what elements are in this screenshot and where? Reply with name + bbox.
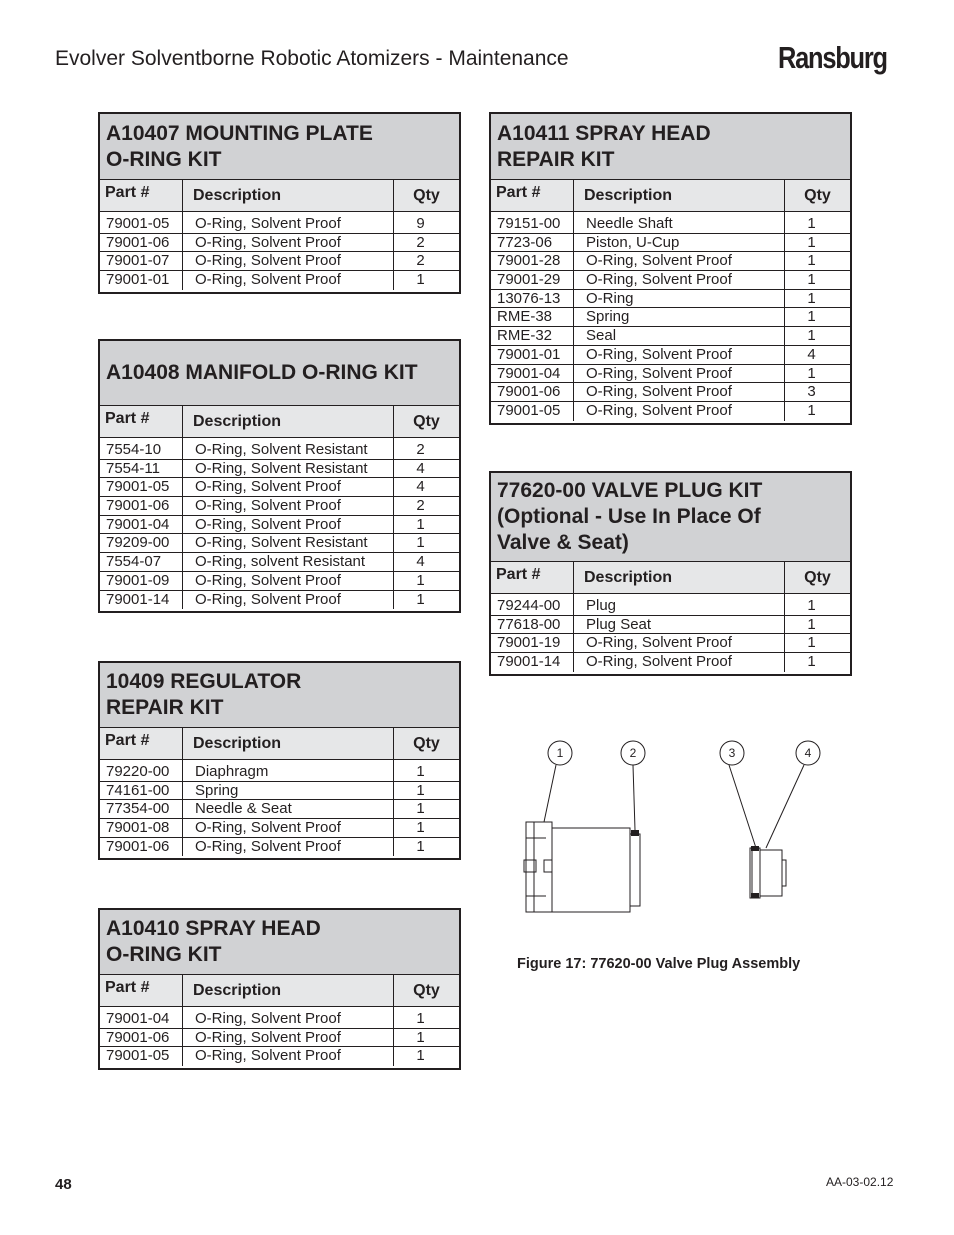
- figure-caption: Figure 17: 77620-00 Valve Plug Assembly: [517, 956, 801, 972]
- cell-part-number: 79209-00: [100, 534, 183, 552]
- cell-part-number: 7554-11: [100, 460, 183, 478]
- cell-description: O-Ring, Solvent Proof: [183, 1047, 394, 1066]
- table-row: [100, 460, 459, 479]
- kit-table: [98, 908, 461, 1070]
- cell-description: O-Ring, Solvent Proof: [183, 819, 394, 837]
- cell-part-number: 79001-05: [100, 478, 183, 496]
- table-row: [491, 383, 850, 402]
- column-header-part: Part #: [491, 180, 574, 211]
- table-row: [491, 616, 850, 635]
- cell-qty: 2: [416, 233, 425, 251]
- kit-title-line: O-RING KIT: [106, 943, 222, 966]
- cell-qty: 1: [807, 401, 816, 419]
- cell-qty: 4: [416, 478, 425, 496]
- cell-description: Plug: [574, 597, 785, 615]
- kit-title-line: REPAIR KIT: [497, 147, 615, 171]
- cell-part-number: 79220-00: [100, 763, 183, 781]
- kit-title-line: A10408 MANIFOLD O-RING KIT: [106, 361, 418, 384]
- kit-table: [98, 339, 461, 613]
- cell-part-number: 7723-06: [491, 234, 574, 252]
- cell-part-number: 79001-07: [100, 252, 183, 270]
- cell-description: Diaphragm: [183, 763, 394, 781]
- cell-part-number: 79151-00: [491, 215, 574, 233]
- kit-title: [491, 473, 850, 562]
- cell-description: O-Ring, Solvent Proof: [183, 215, 394, 233]
- cell-part-number: 79001-06: [100, 1029, 183, 1047]
- cell-description: O-Ring, Solvent Proof: [183, 1029, 394, 1047]
- cell-qty: 1: [416, 515, 425, 533]
- table-row: [100, 591, 459, 610]
- table-row: [100, 1010, 459, 1029]
- cell-part-number: 79001-01: [491, 346, 574, 364]
- cell-part-number: 79001-09: [100, 572, 183, 590]
- cell-qty: 1: [416, 1028, 425, 1046]
- cell-part-number: 79001-01: [100, 271, 183, 290]
- kit-column-header: [100, 975, 459, 1007]
- cell-description: O-Ring, Solvent Proof: [183, 497, 394, 515]
- kit-title: [100, 341, 459, 406]
- column-header-description: Description: [574, 180, 785, 211]
- cell-description: O-Ring, Solvent Proof: [574, 653, 785, 672]
- cell-description: O-Ring, Solvent Proof: [574, 383, 785, 401]
- cell-qty: 1: [807, 215, 816, 232]
- callout-2: 2: [629, 746, 637, 760]
- page-number: 48: [55, 1176, 72, 1193]
- kit-title: [100, 910, 459, 975]
- cell-description: O-Ring, Solvent Proof: [183, 271, 394, 290]
- cell-qty: 1: [807, 364, 816, 382]
- cell-description: O-Ring, Solvent Proof: [183, 234, 394, 252]
- column-header-qty: Qty: [413, 412, 440, 430]
- cell-description: O-Ring, Solvent Proof: [183, 516, 394, 534]
- cell-part-number: 79001-19: [491, 634, 574, 652]
- cell-qty: 1: [807, 252, 816, 270]
- cell-qty: 4: [807, 345, 816, 363]
- cell-part-number: 79001-05: [100, 1047, 183, 1066]
- column-header-part: Part #: [100, 975, 183, 1006]
- cell-part-number: 77354-00: [100, 800, 183, 818]
- table-row: [491, 234, 850, 253]
- cell-description: O-Ring: [574, 290, 785, 308]
- cell-qty: 1: [807, 308, 816, 326]
- kit-title-line: 10409 REGULATOR: [106, 670, 302, 693]
- table-row: [491, 346, 850, 365]
- cell-description: O-Ring, Solvent Proof: [183, 572, 394, 590]
- table-row: [100, 1047, 459, 1066]
- cell-qty: 1: [807, 327, 816, 345]
- kit-title: [100, 663, 459, 728]
- cell-part-number: 7554-10: [100, 441, 183, 459]
- cell-part-number: 79001-29: [491, 271, 574, 289]
- kit-table: [489, 471, 852, 676]
- cell-qty: 1: [416, 781, 425, 799]
- column-header-part: Part #: [100, 180, 183, 211]
- cell-part-number: 79001-06: [100, 838, 183, 857]
- kit-table: [98, 661, 461, 860]
- table-row: [100, 516, 459, 535]
- page-header-title: Evolver Solventborne Robotic Atomizers - Maintenance: [55, 47, 569, 70]
- table-row: [100, 534, 459, 553]
- cell-part-number: 79001-04: [100, 1010, 183, 1028]
- kit-title-line: O-RING KIT: [106, 147, 222, 171]
- cell-part-number: 79001-08: [100, 819, 183, 837]
- cell-description: O-Ring, Solvent Proof: [183, 1010, 394, 1028]
- table-row: [100, 234, 459, 253]
- column-header-qty: Qty: [804, 568, 831, 586]
- cell-description: O-Ring, Solvent Proof: [183, 252, 394, 270]
- table-row: [100, 497, 459, 516]
- kit-title-line: (Optional - Use In Place Of: [497, 505, 761, 528]
- cell-qty: 3: [807, 383, 816, 401]
- table-row: [100, 838, 459, 857]
- table-row: [491, 290, 850, 309]
- cell-description: Needle Shaft: [574, 215, 785, 233]
- table-row: [100, 215, 459, 234]
- brand-logo: Ransburg: [778, 40, 887, 75]
- table-row: [491, 215, 850, 234]
- kit-column-header: [491, 562, 850, 594]
- cell-part-number: 79001-14: [100, 591, 183, 610]
- kit-column-header: [491, 180, 850, 212]
- cell-qty: 1: [807, 597, 816, 614]
- kit-title: [491, 114, 850, 180]
- kit-table: [98, 112, 461, 294]
- kit-title-line: 77620-00 VALVE PLUG KIT: [497, 479, 763, 502]
- valve-plug-assembly-drawing: [500, 730, 860, 920]
- table-row: [491, 402, 850, 421]
- kit-title-line: Valve & Seat): [497, 531, 629, 554]
- cell-qty: 9: [416, 215, 425, 232]
- cell-description: O-Ring, Solvent Proof: [183, 838, 394, 857]
- table-row: [100, 572, 459, 591]
- kit-column-header: [100, 406, 459, 438]
- cell-part-number: 79001-04: [491, 365, 574, 383]
- cell-description: Needle & Seat: [183, 800, 394, 818]
- cell-qty: 1: [416, 590, 425, 608]
- cell-description: O-Ring, Solvent Proof: [183, 478, 394, 496]
- cell-qty: 1: [807, 289, 816, 307]
- table-row: [100, 271, 459, 290]
- cell-qty: 1: [807, 653, 816, 671]
- column-header-qty: Qty: [413, 981, 440, 999]
- cell-qty: 4: [416, 459, 425, 477]
- column-header-part: Part #: [100, 728, 183, 759]
- kit-title-line: A10407 MOUNTING PLATE: [106, 121, 373, 145]
- cell-description: Plug Seat: [574, 616, 785, 634]
- document-code: AA-03-02.12: [826, 1175, 894, 1189]
- table-row: [491, 634, 850, 653]
- cell-part-number: 79001-06: [100, 234, 183, 252]
- cell-qty: 2: [416, 441, 425, 458]
- table-row: [491, 308, 850, 327]
- cell-part-number: 79001-14: [491, 653, 574, 672]
- cell-description: O-Ring, Solvent Proof: [574, 346, 785, 364]
- cell-description: O-Ring, Solvent Resistant: [183, 441, 394, 459]
- column-header-qty: Qty: [413, 186, 440, 204]
- column-header-qty: Qty: [804, 186, 831, 204]
- cell-qty: 1: [416, 763, 425, 780]
- cell-part-number: 79001-06: [491, 383, 574, 401]
- cell-description: O-Ring, Solvent Proof: [574, 634, 785, 652]
- cell-qty: 1: [416, 271, 425, 289]
- callout-1: 1: [556, 746, 564, 760]
- column-header-description: Description: [183, 975, 394, 1006]
- cell-description: O-Ring, Solvent Proof: [574, 271, 785, 289]
- table-row: [491, 597, 850, 616]
- table-row: [100, 478, 459, 497]
- table-row: [100, 441, 459, 460]
- column-header-description: Description: [574, 562, 785, 593]
- table-row: [100, 252, 459, 271]
- cell-description: O-Ring, solvent Resistant: [183, 553, 394, 571]
- kit-title-line: A10411 SPRAY HEAD: [497, 121, 711, 145]
- cell-description: O-Ring, Solvent Proof: [574, 252, 785, 270]
- table-row: [100, 1029, 459, 1048]
- table-row: [491, 365, 850, 384]
- cell-description: O-Ring, Solvent Proof: [183, 591, 394, 610]
- table-row: [100, 763, 459, 782]
- cell-part-number: 74161-00: [100, 782, 183, 800]
- cell-part-number: RME-32: [491, 327, 574, 345]
- table-row: [100, 819, 459, 838]
- cell-qty: 1: [807, 615, 816, 633]
- cell-description: Spring: [574, 308, 785, 326]
- table-row: [100, 800, 459, 819]
- cell-part-number: 79001-28: [491, 252, 574, 270]
- cell-qty: 1: [416, 1047, 425, 1065]
- cell-part-number: 13076-13: [491, 290, 574, 308]
- kit-table: [489, 112, 852, 425]
- table-row: [491, 271, 850, 290]
- column-header-qty: Qty: [413, 734, 440, 752]
- cell-description: Spring: [183, 782, 394, 800]
- cell-description: Seal: [574, 327, 785, 345]
- cell-description: Piston, U-Cup: [574, 234, 785, 252]
- callout-4: 4: [804, 746, 812, 760]
- cell-qty: 1: [416, 837, 425, 855]
- cell-qty: 2: [416, 497, 425, 515]
- cell-qty: 1: [807, 271, 816, 289]
- column-header-part: Part #: [491, 562, 574, 593]
- cell-qty: 1: [416, 1010, 425, 1027]
- cell-part-number: RME-38: [491, 308, 574, 326]
- kit-column-header: [100, 180, 459, 212]
- cell-description: O-Ring, Solvent Resistant: [183, 534, 394, 552]
- column-header-part: Part #: [100, 406, 183, 437]
- cell-description: O-Ring, Solvent Proof: [574, 402, 785, 421]
- column-header-description: Description: [183, 728, 394, 759]
- cell-description: O-Ring, Solvent Resistant: [183, 460, 394, 478]
- table-row: [100, 782, 459, 801]
- kit-title-line: REPAIR KIT: [106, 696, 224, 719]
- table-row: [491, 252, 850, 271]
- column-header-description: Description: [183, 406, 394, 437]
- kit-title-line: A10410 SPRAY HEAD: [106, 917, 321, 940]
- cell-qty: 1: [416, 534, 425, 552]
- cell-part-number: 79001-05: [491, 402, 574, 421]
- cell-part-number: 7554-07: [100, 553, 183, 571]
- cell-qty: 1: [807, 634, 816, 652]
- cell-part-number: 77618-00: [491, 616, 574, 634]
- table-row: [491, 327, 850, 346]
- cell-description: O-Ring, Solvent Proof: [574, 365, 785, 383]
- cell-part-number: 79001-04: [100, 516, 183, 534]
- column-header-description: Description: [183, 180, 394, 211]
- cell-qty: 1: [807, 233, 816, 251]
- table-row: [491, 653, 850, 672]
- cell-qty: 4: [416, 553, 425, 571]
- cell-part-number: 79244-00: [491, 597, 574, 615]
- callout-3: 3: [728, 746, 736, 760]
- kit-title: [100, 114, 459, 180]
- cell-part-number: 79001-06: [100, 497, 183, 515]
- cell-qty: 2: [416, 252, 425, 270]
- table-row: [100, 553, 459, 572]
- kit-column-header: [100, 728, 459, 760]
- cell-qty: 1: [416, 819, 425, 837]
- cell-part-number: 79001-05: [100, 215, 183, 233]
- cell-qty: 1: [416, 800, 425, 818]
- cell-qty: 1: [416, 571, 425, 589]
